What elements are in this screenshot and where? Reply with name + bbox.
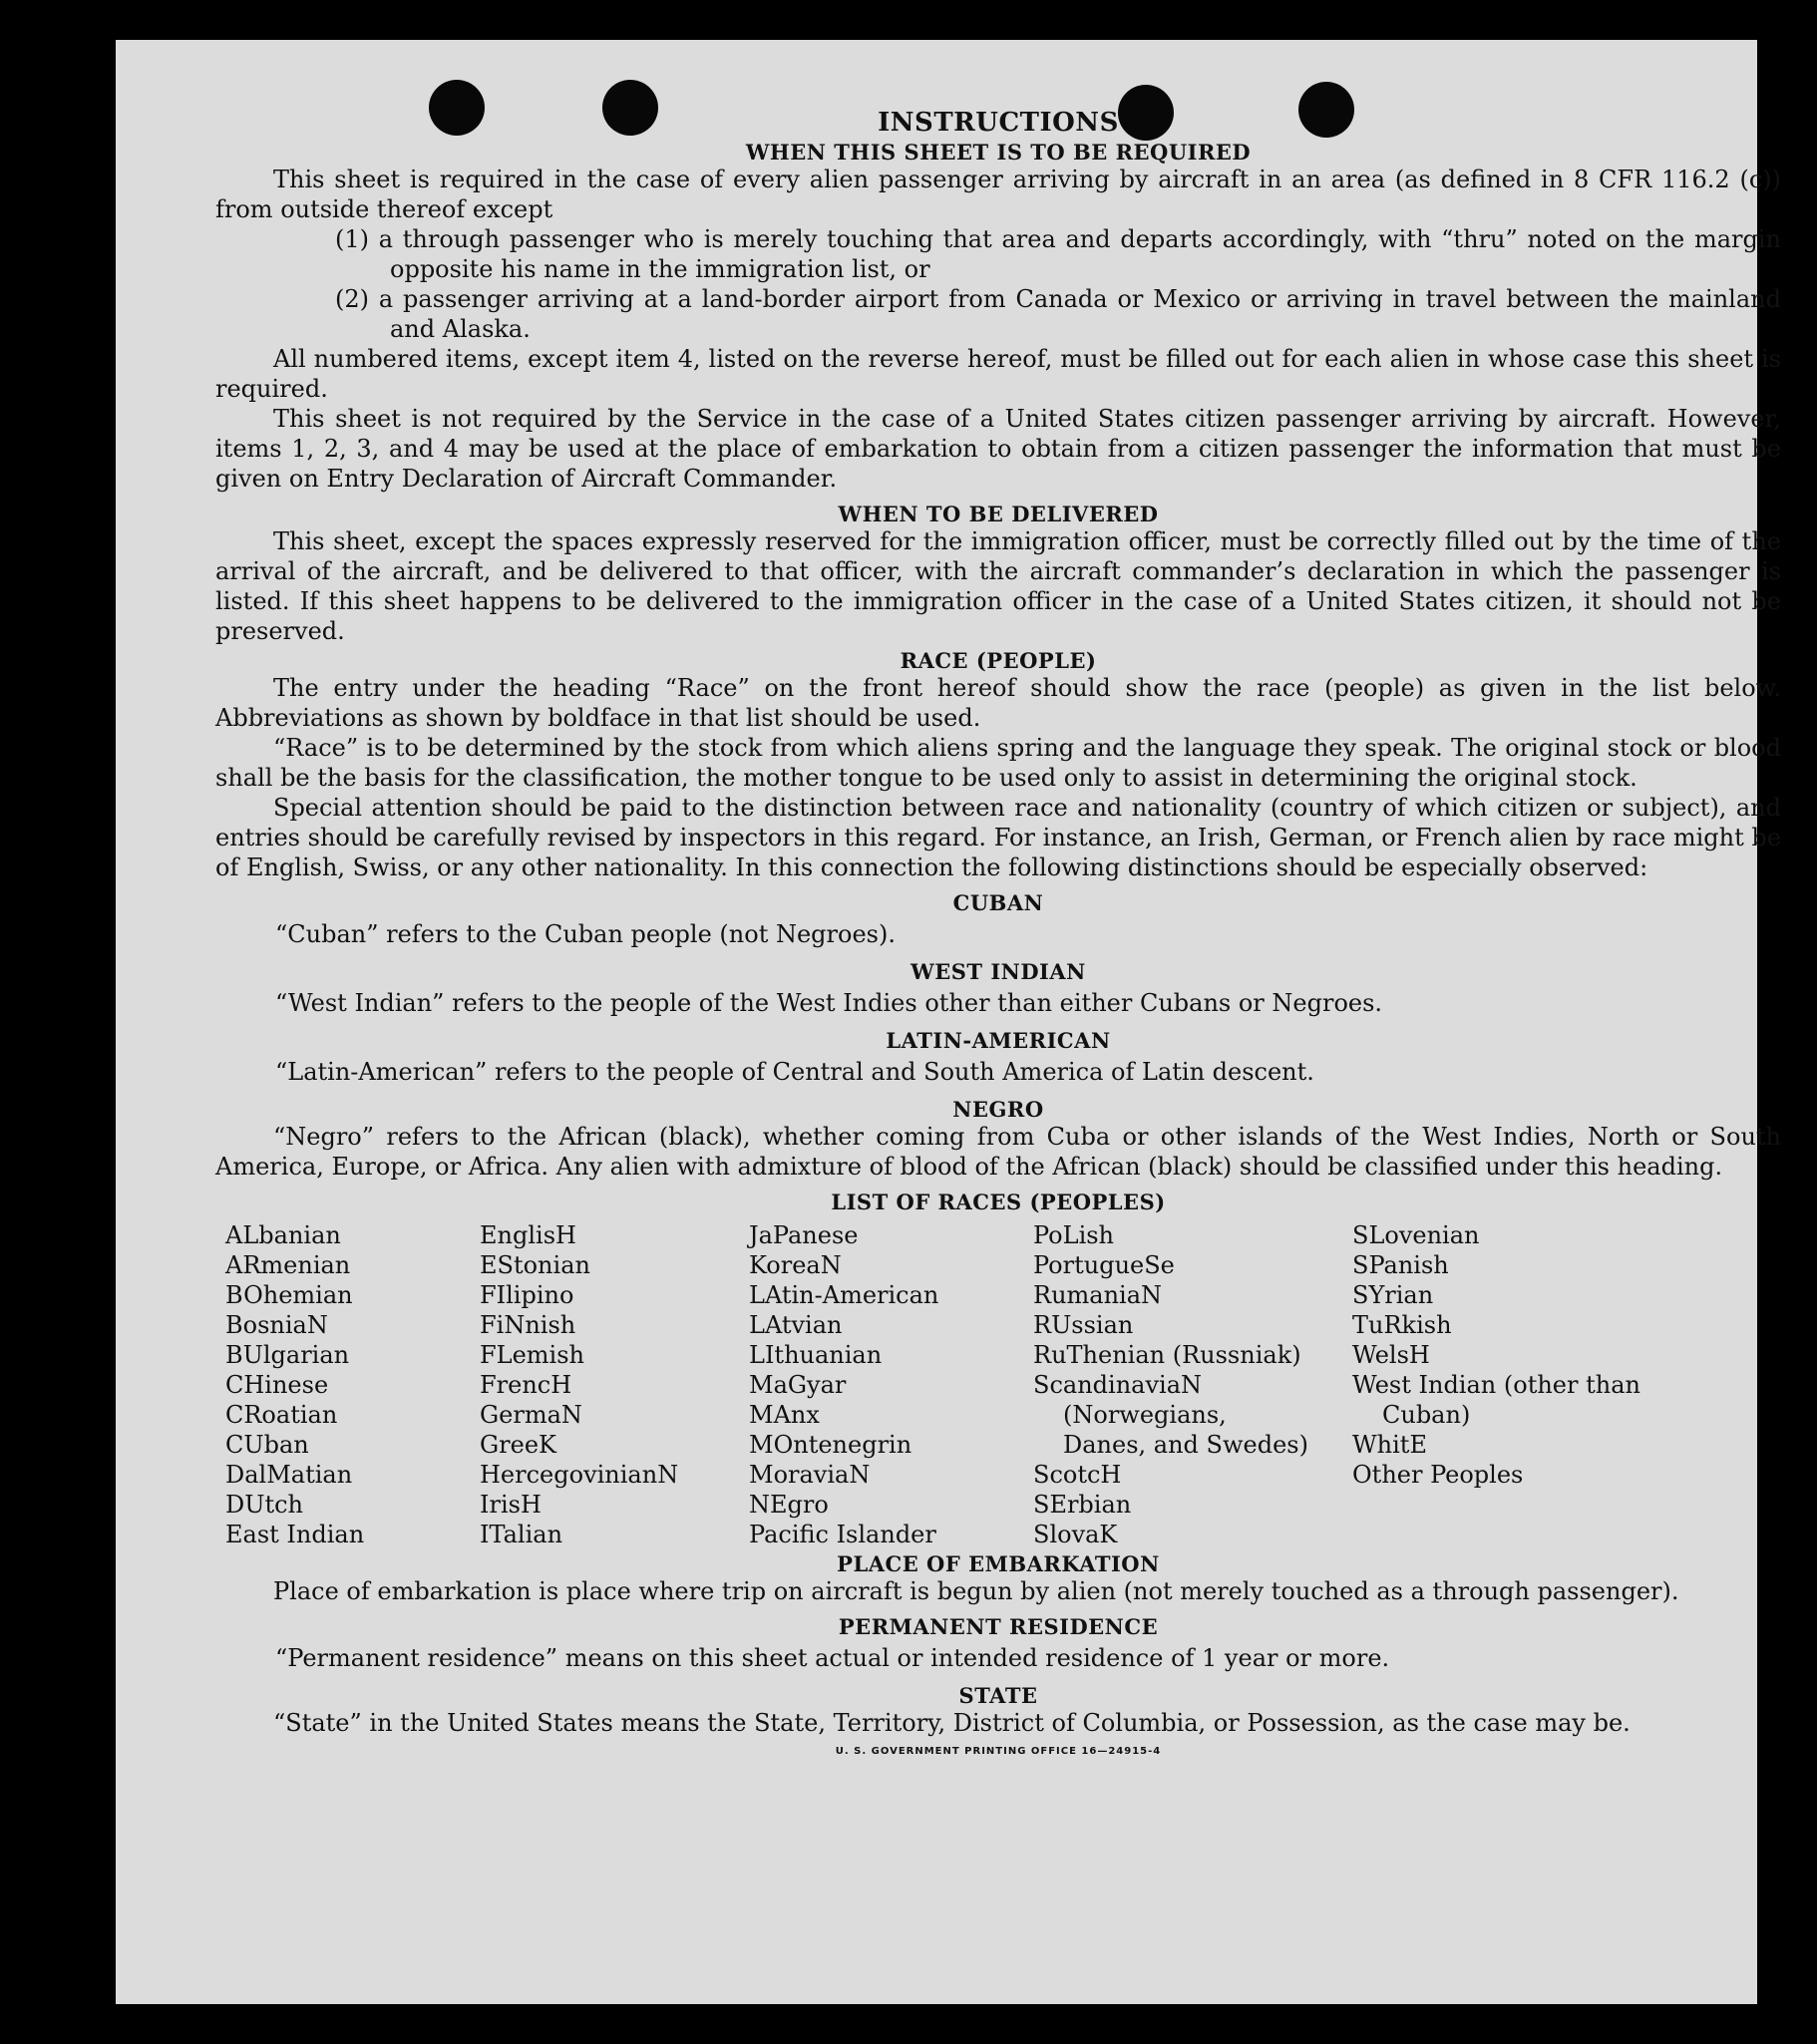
section-heading: CUBAN [952, 890, 1044, 915]
race-item: GreeK [480, 1431, 556, 1459]
exception-item: (1) a through passenger who is merely touching that area and departs accordingly, with “thru” noted on the margin opposite his name in the immigration list, or [335, 225, 1781, 283]
race-item: PoLish [1033, 1221, 1115, 1249]
race-item: SlovaK [1033, 1521, 1118, 1548]
race-item: CUban [225, 1431, 309, 1459]
paragraph: This sheet, except the spaces expressly reserved for the immigration officer, must be correctly filled out by the time of the arrival of the aircraft, and be delivered to that officer, with the aircraft commander’s declaration in which the passenger is listed. If this sheet happens to be delivered to the immigration officer in the case of a United States citizen, it should not be preserved. [215, 527, 1781, 645]
section-heading: WEST INDIAN [910, 959, 1086, 984]
exception-item: (2) a passenger arriving at a land-border airport from Canada or Mexico or arriving in travel between the mainland and Alaska. [335, 285, 1781, 343]
races-list [225, 1220, 1781, 1549]
section-heading: WHEN TO BE DELIVERED [838, 502, 1159, 526]
race-item: HercegovinianN [480, 1461, 679, 1489]
paragraph: This sheet is not required by the Service in the case of a United States citizen passenger arriving by aircraft. However, items 1, 2, 3, and 4 may be used at the place of embarkation to obtain from a citizen passenger the information that must be given on Entry Declaration of Aircraft Commander. [215, 405, 1781, 493]
paragraph: “State” in the United States means the State, Territory, District of Columbia, or Possession, as the case may be. [273, 1709, 1631, 1737]
race-item: DalMatian [225, 1461, 353, 1489]
race-item: BUlgarian [225, 1341, 350, 1369]
race-item: MoraviaN [749, 1461, 871, 1489]
paragraph: Special attention should be paid to the distinction between race and nationality (country of which citizen or subject), and entries should be carefully revised by inspectors in this regard. For instance, an Irish, German, or French alien by race might be of English, Swiss, or any other nationality. In this connection the following distinctions should be especially observed: [215, 794, 1781, 881]
section-heading: PLACE OF EMBARKATION [837, 1551, 1160, 1576]
definition: “Permanent residence” means on this sheet actual or intended residence of 1 year or more. [275, 1644, 1390, 1672]
document-sheet [116, 40, 1781, 2004]
printer-imprint: U. S. GOVERNMENT PRINTING OFFICE 16—24915-4 [835, 1746, 1162, 1757]
race-item: FLemish [480, 1341, 584, 1369]
definition: “Cuban” refers to the Cuban people (not Negroes). [275, 920, 896, 948]
race-item: SErbian [1033, 1491, 1132, 1519]
race-item: LIthuanian [749, 1341, 883, 1369]
section-heading: PERMANENT RESIDENCE [838, 1614, 1159, 1639]
page-title: INSTRUCTIONS [878, 108, 1119, 138]
races-column [480, 1220, 749, 1549]
race-item: PortugueSe [1033, 1251, 1175, 1279]
races-column [1033, 1220, 1352, 1549]
races-column [749, 1220, 1033, 1549]
paragraph: Place of embarkation is place where trip on aircraft is begun by alien (not merely touched as a through passenger). [273, 1577, 1679, 1605]
definition: “Latin-American” refers to the people of Central and South America of Latin descent. [275, 1058, 1314, 1086]
paragraph: This sheet is required in the case of every alien passenger arriving by aircraft in an area (as defined in 8 CFR 116.2 (c)) from outside thereof except [215, 166, 1781, 223]
paragraph: All numbered items, except item 4, listed on the reverse hereof, must be filled out for each alien in whose case this sheet is required. [215, 345, 1781, 403]
race-item: LAtvian [749, 1311, 843, 1339]
race-item: DUtch [225, 1491, 304, 1519]
race-item: MOntenegrin [749, 1431, 912, 1459]
races-column [225, 1220, 480, 1549]
race-item: SLovenian [1352, 1221, 1480, 1249]
race-item: RuThenian (Russniak) [1033, 1341, 1301, 1369]
race-item: FIlipino [480, 1281, 574, 1309]
race-item: NEgro [749, 1491, 829, 1519]
race-item: Other Peoples [1352, 1461, 1524, 1489]
section-heading: RACE (PEOPLE) [900, 648, 1097, 673]
section-heading: STATE [958, 1683, 1038, 1708]
race-item: MAnx [749, 1401, 820, 1429]
race-item: BosniaN [225, 1311, 328, 1339]
race-item: SPanish [1352, 1251, 1449, 1279]
section-heading: LIST OF RACES (PEOPLES) [831, 1190, 1166, 1214]
race-item: West Indian (other than Cuban) [1352, 1371, 1640, 1429]
race-item: ARmenian [225, 1251, 351, 1279]
paragraph: The entry under the heading “Race” on the front hereof should show the race (people) as given in the list below. Abbreviations as shown by boldface in that list should be used. [215, 674, 1781, 732]
race-item: FrencH [480, 1371, 572, 1399]
definition: “West Indian” refers to the people of the West Indies other than either Cubans or Negroes. [275, 989, 1383, 1017]
race-item: KoreaN [749, 1251, 842, 1279]
instructions-content [215, 108, 1781, 1767]
race-item: RumaniaN [1033, 1281, 1163, 1309]
race-item: ALbanian [225, 1221, 341, 1249]
section-heading: WHEN THIS SHEET IS TO BE REQUIRED [745, 140, 1252, 165]
race-item: East Indian [225, 1521, 365, 1548]
race-item: BOhemian [225, 1281, 353, 1309]
race-item: ScandinaviaN (Norwegians, Danes, and Swedes) [1033, 1371, 1308, 1459]
paragraph: “Race” is to be determined by the stock from which aliens spring and the language they speak. The original stock or blood shall be the basis for the classification, the mother tongue to be used only to assist in determining the original stock. [215, 734, 1781, 792]
paragraph: “Negro” refers to the African (black), whether coming from Cuba or other islands of the West Indies, North or South America, Europe, or Africa. Any alien with admixture of blood of the African (black) should be classified under this heading. [215, 1123, 1781, 1181]
race-item: Pacific Islander [749, 1521, 936, 1548]
race-item: ScotcH [1033, 1461, 1122, 1489]
race-item: SYrian [1352, 1281, 1434, 1309]
race-item: LAtin-American [749, 1281, 939, 1309]
race-item: RUssian [1033, 1311, 1134, 1339]
race-item: TuRkish [1352, 1311, 1452, 1339]
race-item: EnglisH [480, 1221, 576, 1249]
race-item: IrisH [480, 1491, 542, 1519]
section-heading: LATIN-AMERICAN [886, 1028, 1111, 1053]
race-item: CHinese [225, 1371, 329, 1399]
race-item: ITalian [480, 1521, 563, 1548]
race-item: WhitE [1352, 1431, 1427, 1459]
race-item: GermaN [480, 1401, 582, 1429]
race-item: FiNnish [480, 1311, 576, 1339]
race-item: WelsH [1352, 1341, 1430, 1369]
race-item: JaPanese [749, 1221, 859, 1249]
races-column [1352, 1220, 1641, 1549]
race-item: CRoatian [225, 1401, 338, 1429]
race-item: MaGyar [749, 1371, 847, 1399]
section-heading: NEGRO [952, 1097, 1044, 1122]
race-item: EStonian [480, 1251, 590, 1279]
